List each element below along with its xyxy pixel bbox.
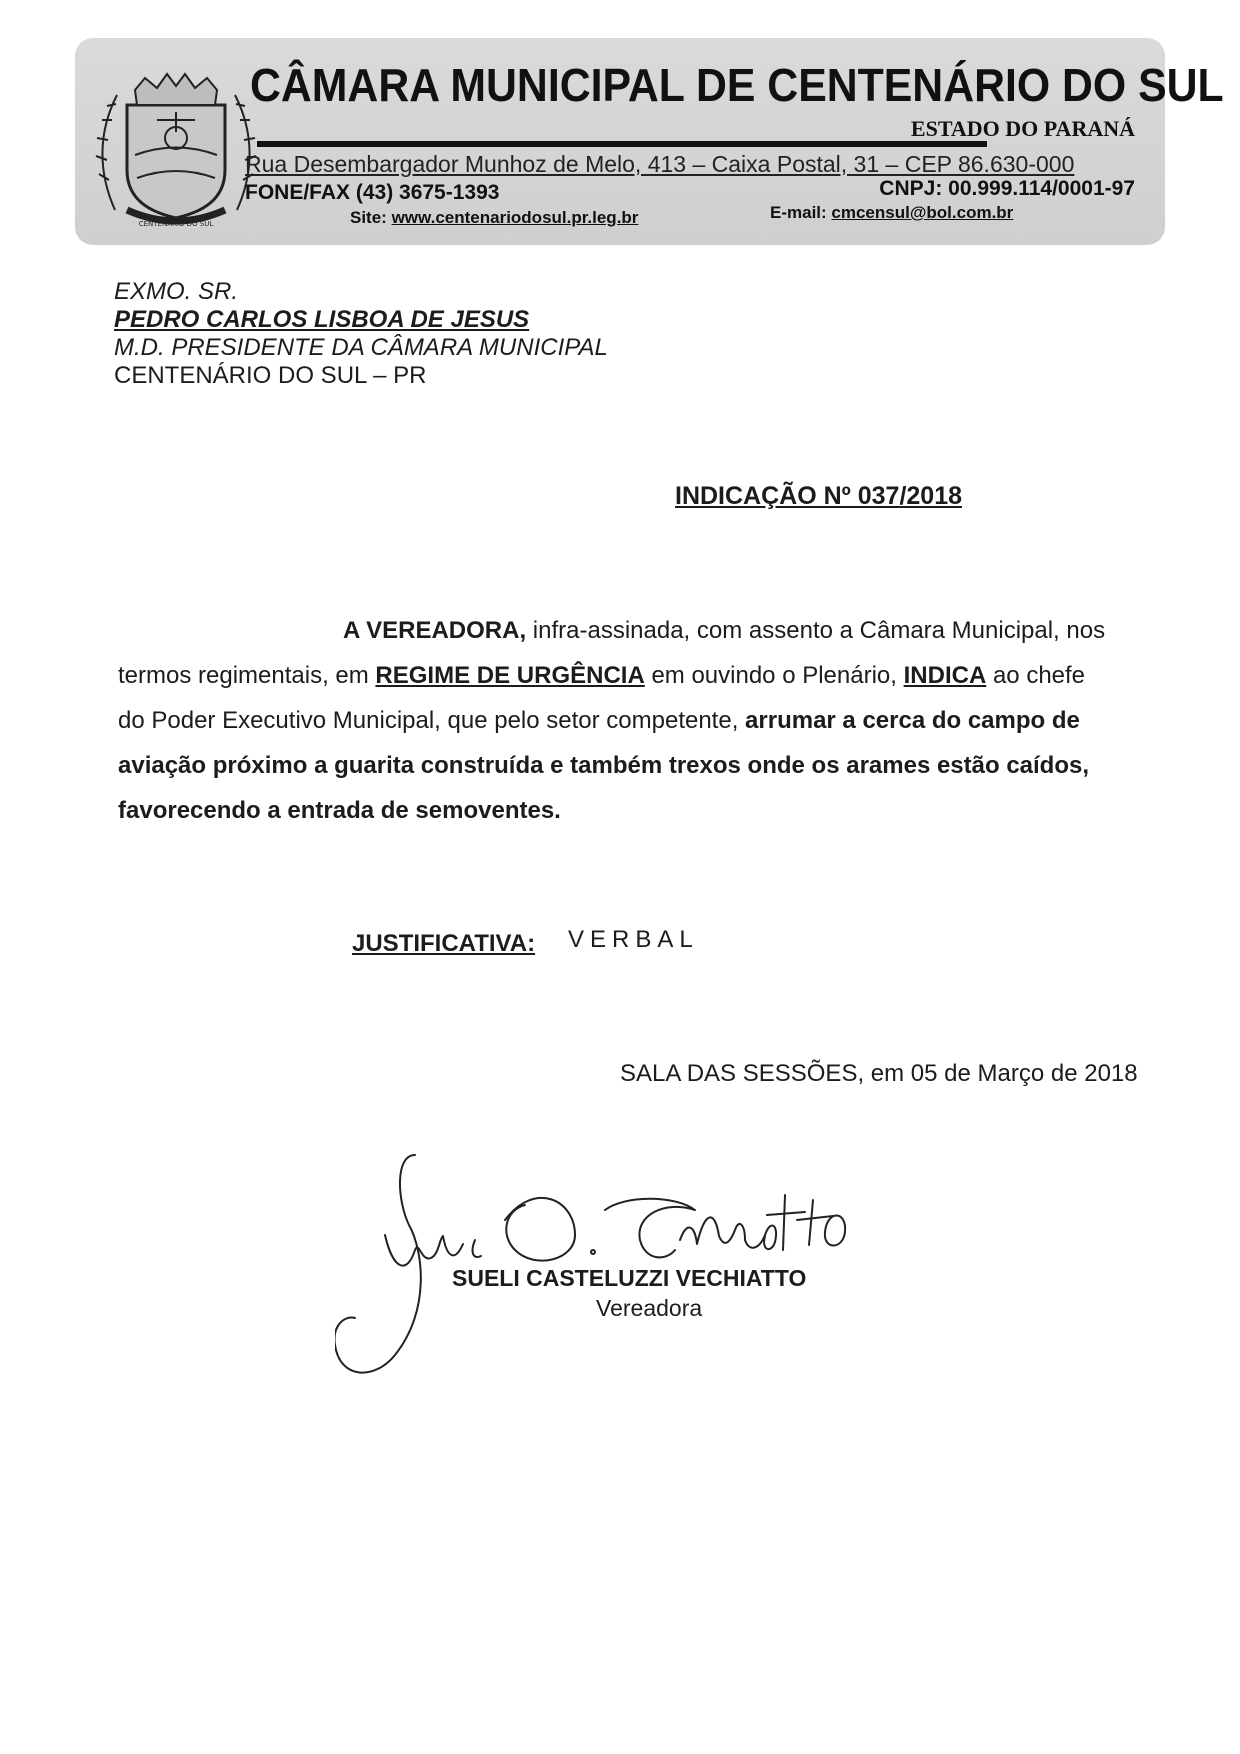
document-title: INDICAÇÃO Nº 037/2018 <box>675 482 963 510</box>
addressee-role: M.D. PRESIDENTE DA CÂMARA MUNICIPAL <box>114 334 608 361</box>
addressee-name: PEDRO CARLOS LISBOA DE JESUS <box>114 306 530 333</box>
body-line-3-request: arrumar a cerca do campo de <box>745 707 1080 734</box>
addressee-salutation: EXMO. SR. <box>114 278 239 305</box>
body-line-2 <box>118 662 1085 690</box>
urgency-regime: REGIME DE URGÊNCIA <box>375 662 645 689</box>
chamber-cnpj: CNPJ: 00.999.114/0001-97 <box>879 177 1135 200</box>
site-label: Site: <box>350 208 392 227</box>
svg-text:CENTENÁRIO DO SUL: CENTENÁRIO DO SUL <box>138 220 214 228</box>
session-date: SALA DAS SESSÕES, em 05 de Março de 2018 <box>620 1060 1138 1087</box>
addressee-city: CENTENÁRIO DO SUL – PR <box>114 362 427 389</box>
body-line-3 <box>118 707 1080 735</box>
chamber-address: Rua Desembargador Munhoz de Melo, 413 – Caixa Postal, 31 – CEP 86.630-000 <box>245 151 1075 177</box>
justification-value: VERBAL <box>568 926 699 953</box>
email-link[interactable]: cmcensul@bol.com.br <box>831 203 1014 222</box>
chamber-phone: FONE/FAX (43) 3675-1393 <box>245 181 500 204</box>
chamber-name: CÂMARA MUNICIPAL DE CENTENÁRIO DO SUL <box>250 59 1224 111</box>
body-line-2-text-c: ao chefe <box>986 662 1086 689</box>
site-line <box>350 208 638 228</box>
indica-keyword: INDICA <box>903 662 987 689</box>
body-line-3-text: do Poder Executivo Municipal, que pelo setor competente, <box>118 707 746 734</box>
body-subject: A VEREADORA, <box>343 617 527 644</box>
body-line-2-text-b: em ouvindo o Plenário, <box>644 662 904 689</box>
body-line-5: favorecendo a entrada de semoventes. <box>118 797 561 824</box>
municipal-crest-logo <box>87 60 265 238</box>
body-line-1 <box>343 617 1105 645</box>
body-line-1-text: infra-assinada, com assento a Câmara Municipal, nos <box>526 617 1106 644</box>
header-rule <box>257 141 987 147</box>
body-line-2-text-a: termos regimentais, em <box>118 662 376 689</box>
email-label: E-mail: <box>770 203 832 222</box>
letterhead <box>75 38 1224 245</box>
signer-name: SUELI CASTELUZZI VECHIATTO <box>452 1265 807 1291</box>
state-name: ESTADO DO PARANÁ <box>910 116 1135 141</box>
site-link[interactable]: www.centenariodosul.pr.leg.br <box>391 208 639 227</box>
email-line <box>770 203 1013 223</box>
signer-role: Vereadora <box>596 1295 703 1321</box>
body-line-4: aviação próximo a guarita construída e também trexos onde os arames estão caídos, <box>118 752 1090 779</box>
justification-label: JUSTIFICATIVA: <box>352 930 536 957</box>
